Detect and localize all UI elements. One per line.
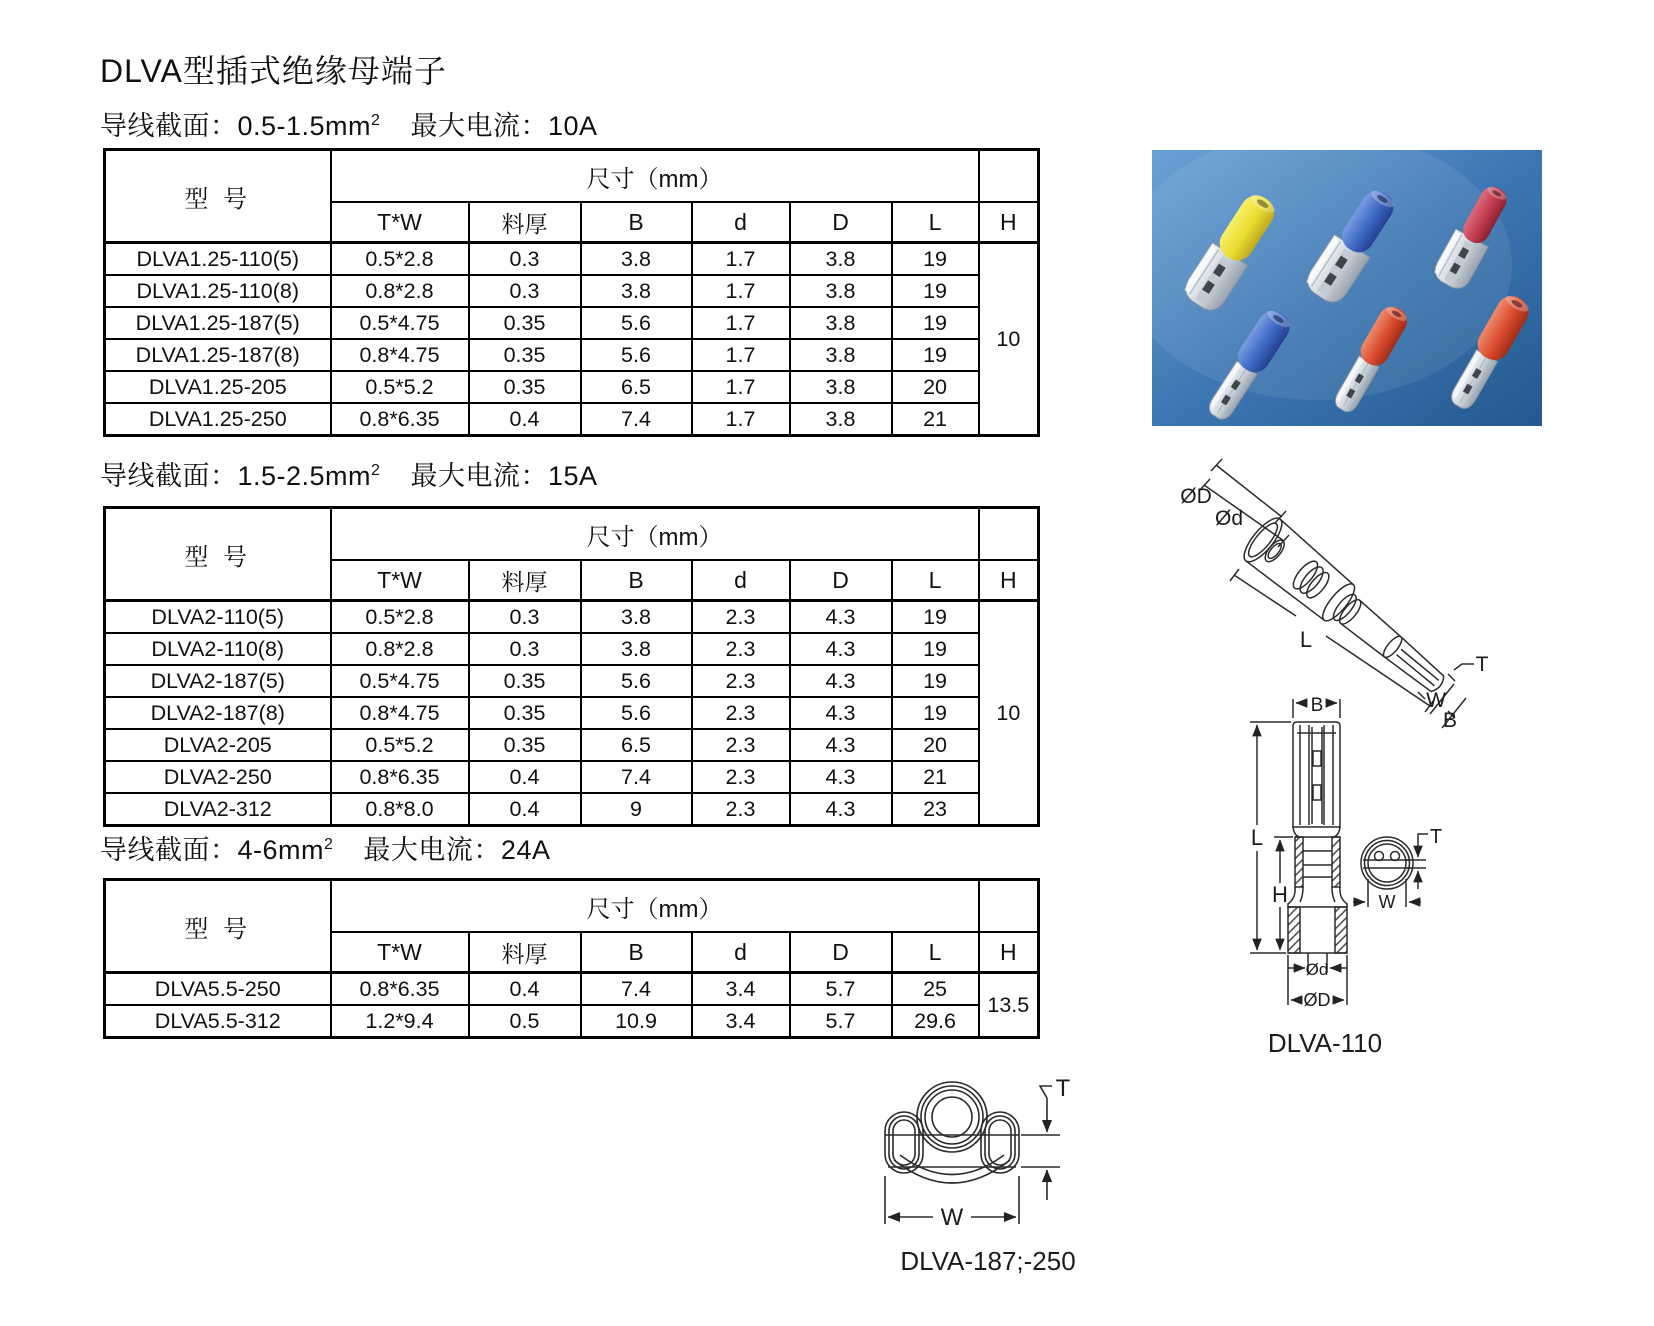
value-cell: 6.5: [581, 729, 692, 761]
value-cell: 0.3: [469, 633, 581, 665]
value-cell: 3.8: [790, 307, 892, 339]
value-cell: 0.8*6.35: [331, 403, 469, 436]
value-cell: 25: [892, 973, 979, 1006]
value-cell: 3.8: [581, 633, 692, 665]
col-header-h: H: [979, 560, 1039, 601]
dim-label-phid-front: Ød: [1305, 960, 1329, 979]
value-cell: 3.8: [581, 243, 692, 276]
value-cell: 0.5*2.8: [331, 243, 469, 276]
model-cell: DLVA2-110(8): [105, 633, 331, 665]
value-cell: 0.4: [469, 973, 581, 1006]
value-cell: 3.8: [581, 275, 692, 307]
table-row: [105, 403, 1039, 436]
value-cell: 21: [892, 761, 979, 793]
max-current-text: 最大电流：15A: [410, 461, 598, 491]
value-cell: 5.6: [581, 307, 692, 339]
value-cell: 19: [892, 601, 979, 634]
value-cell: 4.3: [790, 793, 892, 826]
col-header-size-group: 尺寸（mm）: [331, 880, 979, 933]
value-cell: 0.8*6.35: [331, 973, 469, 1006]
isometric-view: [1199, 459, 1474, 728]
spec-table-3: [103, 878, 1040, 1039]
value-cell: 4.3: [790, 633, 892, 665]
value-cell: 1.7: [692, 307, 790, 339]
value-cell: 7.4: [581, 761, 692, 793]
h-value-cell: 13.5: [979, 973, 1039, 1038]
spec-table3-wrap: [103, 878, 1040, 1039]
value-cell: 7.4: [581, 973, 692, 1006]
table-row: [105, 243, 1039, 276]
value-cell: 19: [892, 665, 979, 697]
value-cell: 3.8: [790, 275, 892, 307]
value-cell: 5.6: [581, 339, 692, 371]
value-cell: 1.7: [692, 403, 790, 436]
value-cell: 3.8: [790, 243, 892, 276]
value-cell: 19: [892, 275, 979, 307]
value-cell: 5.7: [790, 1005, 892, 1038]
col-header-model: 型 号: [105, 880, 331, 973]
value-cell: 20: [892, 729, 979, 761]
dim-label-H-front: H: [1272, 882, 1288, 907]
model-cell: DLVA1.25-187(5): [105, 307, 331, 339]
value-cell: 3.4: [692, 1005, 790, 1038]
value-cell: 0.35: [469, 339, 581, 371]
header-empty-cell: [979, 508, 1039, 561]
value-cell: 2.3: [692, 601, 790, 634]
h-value-cell: 10: [979, 601, 1039, 826]
col-header-b: B: [581, 202, 692, 243]
value-cell: 3.8: [790, 403, 892, 436]
superscript-2: 2: [371, 112, 381, 129]
diagram-caption-dlva110: DLVA-110: [1267, 1028, 1383, 1058]
value-cell: 19: [892, 243, 979, 276]
value-cell: 10.9: [581, 1005, 692, 1038]
h-value-cell: 10: [979, 243, 1039, 436]
value-cell: 5.6: [581, 697, 692, 729]
section2-spec-label: [100, 454, 598, 493]
superscript-2: 2: [371, 462, 381, 479]
dim-label-T-front: T: [1429, 826, 1443, 848]
value-cell: 0.4: [469, 761, 581, 793]
cross-section-view: [885, 1082, 1060, 1224]
value-cell: 6.5: [581, 371, 692, 403]
value-cell: 2.3: [692, 761, 790, 793]
value-cell: 2.3: [692, 729, 790, 761]
technical-drawing-dlva110: [1160, 455, 1580, 1070]
dim-label-T-iso: T: [1475, 653, 1489, 676]
value-cell: 3.8: [790, 339, 892, 371]
table-row: [105, 729, 1039, 761]
value-cell: 9: [581, 793, 692, 826]
value-cell: 19: [892, 339, 979, 371]
model-cell: DLVA2-187(8): [105, 697, 331, 729]
model-cell: DLVA1.25-110(5): [105, 243, 331, 276]
value-cell: 19: [892, 633, 979, 665]
max-current-text: 最大电流：24A: [363, 835, 551, 865]
table-row: [105, 307, 1039, 339]
model-cell: DLVA1.25-110(8): [105, 275, 331, 307]
col-header-l: L: [892, 202, 979, 243]
value-cell: 20: [892, 371, 979, 403]
model-cell: DLVA1.25-250: [105, 403, 331, 436]
value-cell: 0.8*2.8: [331, 275, 469, 307]
dim-label-T-section: T: [1055, 1075, 1071, 1102]
col-header-D: D: [790, 202, 892, 243]
value-cell: 5.7: [790, 973, 892, 1006]
col-header-D: D: [790, 560, 892, 601]
value-cell: 0.3: [469, 243, 581, 276]
value-cell: 0.35: [469, 371, 581, 403]
header-empty-cell: [979, 150, 1039, 203]
value-cell: 0.8*4.75: [331, 697, 469, 729]
col-header-size-group: 尺寸（mm）: [331, 150, 979, 203]
table-row: [105, 339, 1039, 371]
col-header-model: 型 号: [105, 508, 331, 601]
col-header-thickness: 料厚: [469, 932, 581, 973]
table-row: [105, 793, 1039, 826]
col-header-d: d: [692, 560, 790, 601]
col-header-d: d: [692, 932, 790, 973]
value-cell: 2.3: [692, 665, 790, 697]
value-cell: 4.3: [790, 729, 892, 761]
table-row: [105, 665, 1039, 697]
value-cell: 0.8*4.75: [331, 339, 469, 371]
table-row: [105, 371, 1039, 403]
value-cell: 0.3: [469, 601, 581, 634]
col-header-l: L: [892, 932, 979, 973]
value-cell: 0.5*4.75: [331, 307, 469, 339]
spec-table-2: [103, 506, 1040, 827]
value-cell: 1.7: [692, 339, 790, 371]
value-cell: 4.3: [790, 601, 892, 634]
col-header-thickness: 料厚: [469, 202, 581, 243]
model-cell: DLVA1.25-205: [105, 371, 331, 403]
value-cell: 21: [892, 403, 979, 436]
model-cell: DLVA2-205: [105, 729, 331, 761]
value-cell: 1.7: [692, 275, 790, 307]
model-cell: DLVA2-312: [105, 793, 331, 826]
model-cell: DLVA2-187(5): [105, 665, 331, 697]
value-cell: 0.8*8.0: [331, 793, 469, 826]
model-cell: DLVA1.25-187(8): [105, 339, 331, 371]
spec-table-1: [103, 148, 1040, 437]
dim-label-phid-iso: Ød: [1214, 507, 1244, 530]
col-header-tw: T*W: [331, 560, 469, 601]
value-cell: 1.7: [692, 371, 790, 403]
col-header-b: B: [581, 932, 692, 973]
wire-section-text: 导线截面：1.5-2.5mm: [100, 461, 372, 491]
value-cell: 1.2*9.4: [331, 1005, 469, 1038]
col-header-d: d: [692, 202, 790, 243]
table-row: [105, 601, 1039, 634]
value-cell: 0.35: [469, 307, 581, 339]
value-cell: 0.35: [469, 665, 581, 697]
header-empty-cell: [979, 880, 1039, 933]
product-photo: [1152, 150, 1542, 426]
value-cell: 0.4: [469, 403, 581, 436]
model-cell: DLVA5.5-250: [105, 973, 331, 1006]
diagram-caption-dlva187-250: DLVA-187;-250: [900, 1246, 1076, 1276]
dim-label-L-front: L: [1250, 825, 1264, 850]
value-cell: 3.8: [790, 371, 892, 403]
max-current-text: 最大电流：10A: [410, 111, 598, 141]
table-row: [105, 1005, 1039, 1038]
spec-table2-wrap: [103, 506, 1040, 827]
value-cell: 0.5: [469, 1005, 581, 1038]
value-cell: 4.3: [790, 697, 892, 729]
superscript-2: 2: [324, 836, 334, 853]
dim-label-B-front: B: [1310, 695, 1324, 716]
value-cell: 0.8*6.35: [331, 761, 469, 793]
table-row: [105, 633, 1039, 665]
value-cell: 0.5*5.2: [331, 371, 469, 403]
col-header-size-group: 尺寸（mm）: [331, 508, 979, 561]
col-header-l: L: [892, 560, 979, 601]
model-cell: DLVA5.5-312: [105, 1005, 331, 1038]
col-header-model: 型 号: [105, 150, 331, 243]
table-row: [105, 275, 1039, 307]
dim-label-L-iso: L: [1299, 627, 1313, 652]
value-cell: 5.6: [581, 665, 692, 697]
value-cell: 0.35: [469, 729, 581, 761]
value-cell: 3.4: [692, 973, 790, 1006]
value-cell: 0.35: [469, 697, 581, 729]
value-cell: 3.8: [581, 601, 692, 634]
value-cell: 0.5*5.2: [331, 729, 469, 761]
dim-label-W-section: W: [940, 1204, 964, 1231]
value-cell: 0.8*2.8: [331, 633, 469, 665]
dim-label-phiD-iso: ØD: [1180, 485, 1212, 508]
section1-spec-label: [100, 104, 598, 143]
cross-section-drawing-dlva187-250: [838, 1048, 1088, 1283]
dim-label-W-iso: W: [1426, 689, 1446, 712]
table-row: [105, 973, 1039, 1006]
front-view: [1250, 699, 1428, 1005]
col-header-h: H: [979, 932, 1039, 973]
value-cell: 7.4: [581, 403, 692, 436]
table-row: [105, 697, 1039, 729]
value-cell: 29.6: [892, 1005, 979, 1038]
value-cell: 4.3: [790, 761, 892, 793]
col-header-D: D: [790, 932, 892, 973]
section3-spec-label: [100, 828, 550, 867]
value-cell: 2.3: [692, 697, 790, 729]
page-title: DLVA型插式绝缘母端子: [100, 53, 447, 89]
value-cell: 0.5*4.75: [331, 665, 469, 697]
value-cell: 19: [892, 697, 979, 729]
value-cell: 1.7: [692, 243, 790, 276]
col-header-tw: T*W: [331, 932, 469, 973]
wire-section-text: 导线截面：4-6mm: [100, 835, 325, 865]
value-cell: 0.4: [469, 793, 581, 826]
value-cell: 23: [892, 793, 979, 826]
value-cell: 0.3: [469, 275, 581, 307]
value-cell: 2.3: [692, 793, 790, 826]
spec-table1-wrap: [103, 148, 1040, 437]
col-header-tw: T*W: [331, 202, 469, 243]
table-row: [105, 761, 1039, 793]
col-header-h: H: [979, 202, 1039, 243]
col-header-thickness: 料厚: [469, 560, 581, 601]
model-cell: DLVA2-250: [105, 761, 331, 793]
model-cell: DLVA2-110(5): [105, 601, 331, 634]
dim-label-phiD-front: ØD: [1303, 990, 1331, 1010]
value-cell: 2.3: [692, 633, 790, 665]
value-cell: 0.5*2.8: [331, 601, 469, 634]
dim-label-B-iso: B: [1442, 709, 1458, 732]
value-cell: 19: [892, 307, 979, 339]
col-header-b: B: [581, 560, 692, 601]
dim-label-W-front: W: [1378, 892, 1396, 912]
wire-section-text: 导线截面：0.5-1.5mm: [100, 111, 372, 141]
value-cell: 4.3: [790, 665, 892, 697]
